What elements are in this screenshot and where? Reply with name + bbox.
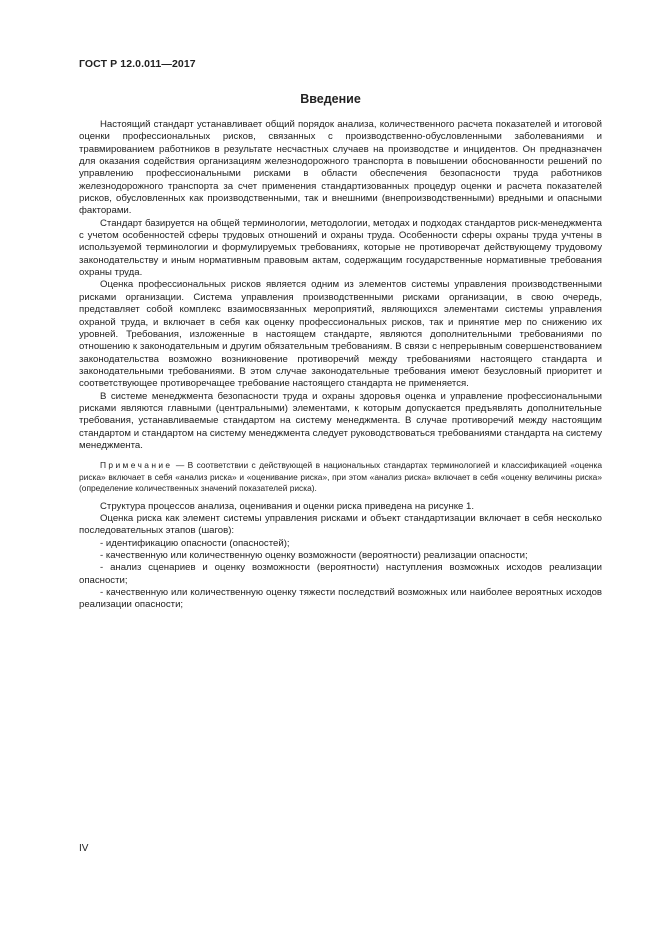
page-number: IV bbox=[79, 843, 89, 854]
list-item: - качественную или количественную оценку тяжести последствий возможных или наиболее вероятных исходов реализации опасности; bbox=[79, 586, 602, 611]
paragraph: Оценка риска как элемент системы управления рисками и объект стандартизации включает в себя несколько последовательных этапов (шагов): bbox=[79, 512, 602, 537]
list-item: - качественную или количественную оценку возможности (вероятности) реализации опасности; bbox=[100, 549, 528, 561]
note-text: — В соответствии с действующей в национальных стандартах терминологией и классификацией «оценка риска» включает в себя «анализ риска» и «оценивание риска», при этом «анализ риска» включает в себя «оценку величины риска» (определение количественных значений показателей риска). bbox=[79, 460, 602, 494]
note bbox=[79, 460, 602, 494]
paragraph: Структура процессов анализа, оценивания и оценки риска приведена на рисунке 1. bbox=[100, 500, 475, 512]
paragraph: Оценка профессиональных рисков является одним из элементов системы управления производственными рисками организации. Система управления производственными рисками организации, в свою очередь, представляет собой комплекс взаимосвязанных мероприятий, являющихся элементами системы управления охраной труда, и включает в себя как оценку профессиональных рисков, так и принятие мер по снижению их уровней. Требования, изложенные в настоящем стандарте, являются дополнительными требованиями по отношению к законодательным и другим обязательным требованиям. В связи с непрерывным совершенствованием законодательства возможно возникновение противоречий между требованиями настоящего стандарта и законодательными требованиями. В этом случае законодательные требования имеют безусловный приоритет и соответствующее противоречащее требование настоящего стандарта не применяется. bbox=[79, 279, 602, 390]
body-text bbox=[79, 119, 602, 612]
paragraph: В системе менеджмента безопасности труда и охраны здоровья оценка и управление профессиональными рисками являются главными (центральными) элементами, к которым допускается предъявлять дополнительные требования, устанавливаемые стандартом на систему менеджмента. В случае противоречий между настоящим стандартом и стандартом на систему менеджмента следует руководствоваться требованиями стандарта на систему менеджмента. bbox=[79, 390, 602, 451]
list-item: - идентификацию опасности (опасностей); bbox=[100, 537, 290, 549]
list-item: - анализ сценариев и оценку возможности (вероятности) наступления возможных исходов реализации опасности; bbox=[79, 562, 602, 586]
section-title: Введение bbox=[300, 92, 361, 106]
paragraph: Стандарт базируется на общей терминологии, методологии, методах и подходах стандартов риск-менеджмента с учетом особенностей сферы трудовых отношений и охраны труда. Особенности сферы охраны труда учтены в используемой терминологии и формулируемых требованиях, которые не противоречат действующему трудовому законодательству и иным нормативным правовым актам, содержащим государственные нормативные требования охраны труда. bbox=[79, 217, 602, 279]
document-header: ГОСТ Р 12.0.011—2017 bbox=[79, 58, 196, 70]
paragraph: Настоящий стандарт устанавливает общий порядок анализа, количественного расчета показателей и итоговой оценки профессиональных рисков, связанных с производственно-обусловленными заболеваниями и травмированием работников в результате несчастных случаев на производстве и инцидентов. Он предназначен для оказания содействия организациям железнодорожного транспорта в повышении обоснованности решений по управлению профессиональными рисками в области обеспечения безопасности труда работников железнодорожного транспорта за счет применения стандартизованных процедур оценки и расчета показателей рисков, обусловленных как производственными, так и внешними (внепроизводственными) вредными и опасными факторами. bbox=[79, 119, 602, 217]
note-label: Примечание bbox=[100, 460, 173, 471]
